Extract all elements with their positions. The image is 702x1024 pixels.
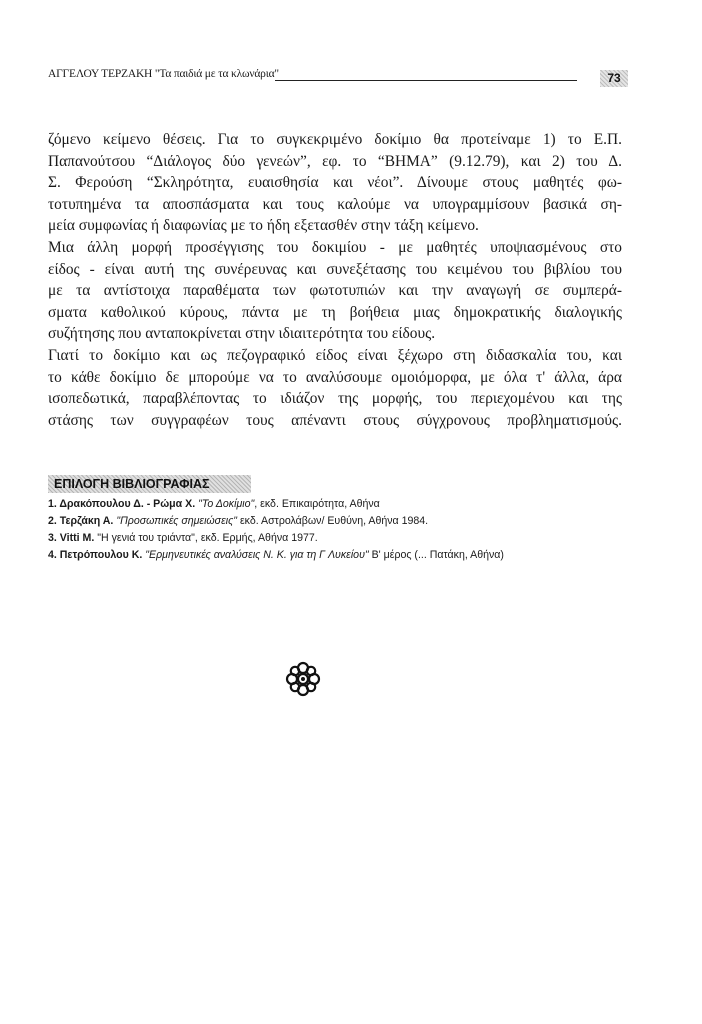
text-line: σματα καθολικού κύρους, πάντα με τη βοήθεια μιας δημοκρατικής διαλογικής — [48, 303, 622, 321]
text-line: συζήτησης που ανταποκρίνεται στην ιδιαιτερότητα του είδους. — [48, 325, 436, 343]
text-line: ζόμενο κείμενο θέσεις. Για το συγκεκριμένο δοκίμιο θα προτείναμε 1) το Ε.Π. — [48, 131, 622, 148]
bibliography-author: 2. Τερζάκη Α. — [48, 515, 114, 527]
text-line: μεία συμφωνίας ή διαφωνίας με το ήδη εξετασθέν στην τάξη κείμενο. — [48, 217, 479, 235]
text-line: τοτυπημένα τα αποσπάσματα και τους καλούμε να υπογραμμίσουν βασικά ση- — [48, 195, 622, 213]
text-line: Μια άλλη μορφή προσέγγισης του δοκιμίου - με μαθητές υποψιασμένους στο — [48, 238, 622, 256]
bibliography-item — [48, 496, 504, 513]
bibliography-details: "Η γενιά του τριάντα", εκδ. Ερμής, Αθήνα 1977. — [97, 532, 318, 544]
bibliography-item — [48, 513, 504, 530]
bibliography-item — [48, 530, 504, 547]
bibliography-author: 4. Πετρόπουλου Κ. — [48, 549, 143, 561]
page-number: 73 — [600, 70, 628, 87]
text-line: με τα αντίστοιχα παραθέματα των φωτοτυπιών και την αναγωγή σε συμπερά- — [48, 282, 622, 300]
text-line: Γιατί το δοκίμιο και ως πεζογραφικό είδος είναι ξέχωρο στη διδασκαλία του, και — [48, 346, 622, 364]
bibliography-details: Β' μέρος (... Πατάκη, Αθήνα) — [368, 549, 504, 561]
bibliography-title: "Προσωπικές σημειώσεις" — [116, 515, 237, 527]
text-line: Παπανούτσου “Διάλογος δύο γενεών”, εφ. το “ΒΗΜΑ” (9.12.79), και 2) του Δ. — [48, 152, 622, 170]
text-line: είδος - είναι αυτή της συνέρευνας και συνεξέτασης του κειμένου του βιβλίου του — [48, 260, 622, 278]
bibliography-list — [48, 496, 504, 564]
text-line: το κάθε δοκίμιο δε μπορούμε να το αναλύσουμε ομοιόμορφα, με όλα τ' άλλα, άρα — [48, 368, 622, 386]
text-line: ισοπεδωτικά, παραβλέποντας το ιδιάζον της μορφής, του περιεχομένου και της — [48, 390, 622, 408]
bibliography-details: εκδ. Αστρολάβων/ Ευθύνη, Αθήνα 1984. — [237, 515, 429, 527]
text-line: Σ. Φερούση “Σκληρότητα, ευαισθησία και νέοι”. Δίνουμε στους μαθητές φω- — [48, 174, 622, 192]
bibliography-heading: ΕΠΙΛΟΓΗ ΒΙΒΛΙΟΓΡΑΦΙΑΣ — [48, 475, 251, 493]
header-rule — [275, 80, 577, 81]
bibliography-title: "Το Δοκίμιο" — [198, 498, 255, 510]
floral-ornament-icon — [283, 659, 323, 699]
bibliography-title: "Ερμηνευτικές αναλύσεις Ν. Κ. για τη Γ Λυκείου" — [145, 549, 369, 561]
bibliography-details: , εκδ. Επικαιρότητα, Αθήνα — [254, 498, 380, 510]
bibliography-item — [48, 547, 504, 564]
running-head-title: ΑΓΓΕΛΟΥ ΤΕΡΖΑΚΗ "Τα παιδιά με τα κλωνάρια" — [48, 68, 279, 80]
bibliography-author: 1. Δρακόπουλου Δ. - Ρώμα Χ. — [48, 498, 196, 510]
body-text — [48, 129, 622, 431]
bibliography-author: 3. Vitti Μ. — [48, 532, 95, 544]
text-line: στάσης των συγγραφέων τους απέναντι στους σύγχρονους προβληματισμούς. — [48, 411, 622, 429]
